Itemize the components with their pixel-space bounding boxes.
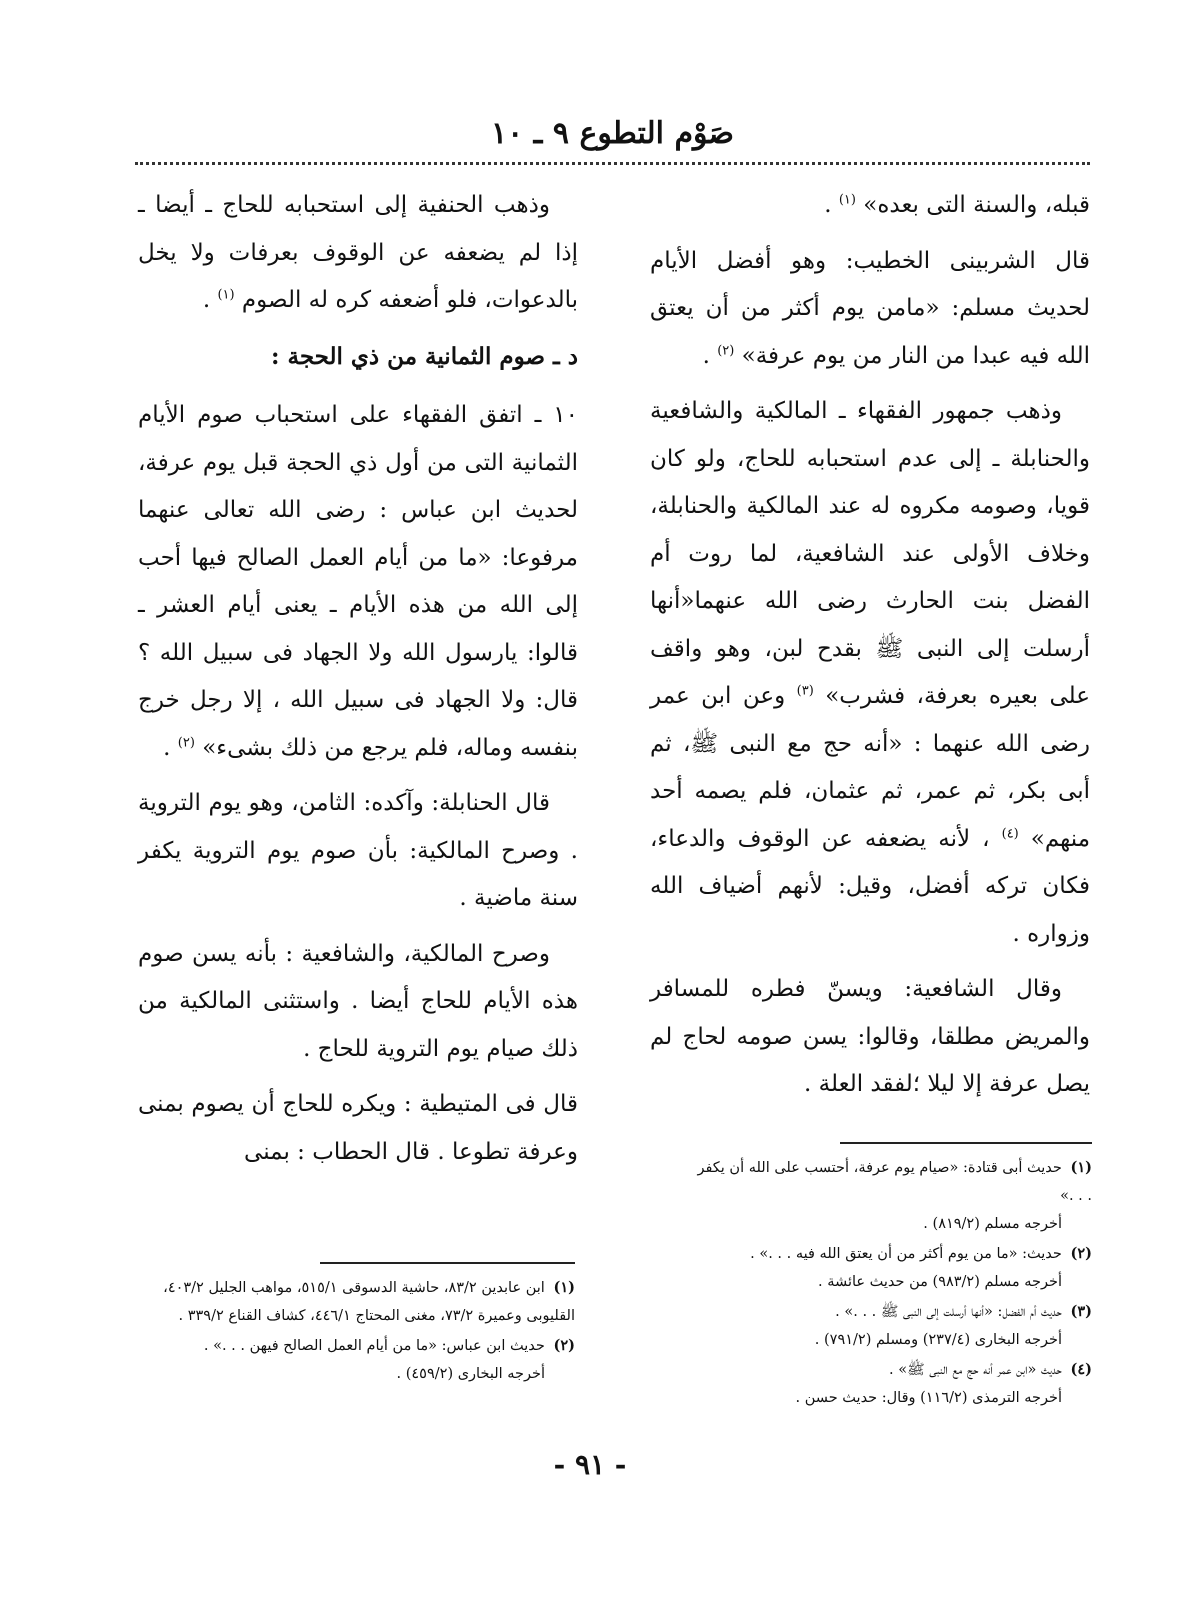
section-heading: د ـ صوم الثمانية من ذي الحجة : [271,342,578,370]
paragraph: وذهب الحنفية إلى استحبابه للحاج ـ أيضا ـ إذا لم يضعفه عن الوقوف بعرفات ولا يخل بالدعوات، فلو أضعفه كره له الصوم $^{(١)}$ . [138,192,578,313]
footnote-source: أخرجه مسلم (٨١٩/٢) . [923,1216,1062,1232]
footnote-text: ابن عابدين ٨٣/٢، حاشية الدسوقى ٥١٥/١، مواهب الجليل ٤٠٣/٢، القليوبى وعميرة ٧٣/٢، مغنى المحتاج ٤٤٦/١، كشاف القناع ٣٣٩/٢ . [163,1280,575,1324]
footnote-ref[interactable]: (٢) [177,734,195,750]
footnote-text: حديث أم الفضل: «أنها أرسلت إلى النبى ﷺ . . .» . [835,1304,1062,1320]
paragraph: ١٠ ـ اتفق الفقهاء على استحباب صوم الأيام الثمانية التى من أول ذي الحجة قبل يوم عرفة، لحديث ابن عباس : رضى الله تعالى عنهما مرفوعا: «ما من أيام العمل الصالح فيها أحب إلى الله من هذه الأيام ـ يعنى أيام العشر ـ قالوا: يارسول الله ولا الجهاد فى سبيل الله ؟ قال: ولا الجهاد فى سبيل الله ، إلا رجل خرج بنفسه وماله، فلم يرجع من ذلك بشىء» $^{(٢)}$ . [138,402,578,761]
footnote-source: أخرجه الترمذى (١١٦/٢) وقال: حديث حسن . [795,1390,1062,1406]
footnote [690,1240,1092,1296]
paragraph: قبله، والسنة التى بعده» $^{(١)}$ . [824,192,1090,218]
paragraph: وصرح المالكية، والشافعية : بأنه يسن صوم هذه الأيام للحاج أيضا . واستثنى المالكية من ذلك صيام يوم التروية للحاج . [138,940,578,1062]
footnote-number: (٢) [1070,1245,1092,1262]
footnote [138,1274,575,1330]
footnote-text: حديث: «ما من يوم أكثر من أن يعتق الله فيه . . .» . [750,1246,1062,1262]
paragraph: وذهب جمهور الفقهاء ـ المالكية والشافعية والحنابلة ـ إلى عدم استحبابه للحاج، ولو كان قويا، وصومه مكروه له عند المالكية والحنابلة، وخلاف الأولى عند الشافعية، لما روت أم الفضل بنت الحارث رضى الله عنهما«أنها أرسلت إلى النبى ﷺ بقدح لبن، وهو واقف على بعيره بعرفة، فشرب» $^{(٣)}$ وعن ابن عمر رضى الله عنهما : «أنه حج مع النبى ﷺ، ثم أبى بكر، ثم عمر، ثم عثمان، فلم يصمه أحد منهم» $^{(٤)}$ ، لأنه يضعفه عن الوقوف والدعاء، فكان تركه أفضل، وقيل: لأنهم أضياف الله وزواره . [650,398,1091,947]
footnote [690,1356,1092,1412]
footnote-source: أخرجه مسلم (٩٨٣/٢) من حديث عائشة . [818,1274,1062,1290]
footnote-divider [320,1262,575,1264]
footnote-number: (٤) [1070,1361,1092,1378]
paragraph: وقال الشافعية: ويسنّ فطره للمسافر والمريض مطلقا، وقالوا: يسن صومه لحاج لم يصل عرفة إلا ليلا ؛لفقد العلة . [650,976,1090,1097]
paragraph: قال الحنابلة: وآكده: الثامن، وهو يوم التروية . وصرح المالكية: بأن صوم يوم التروية يكفر سنة ماضية . [138,790,578,911]
footnote-text: حديث «ابن عمر أنه حج مع النبى ﷺ» . [889,1362,1062,1378]
footnote-number: (٣) [1070,1303,1092,1320]
footnotes-left [138,1274,575,1390]
footnote-number: (١) [553,1279,575,1296]
footnote [690,1154,1092,1238]
footnote [138,1332,575,1388]
footnote-text: حديث ابن عباس: «ما من أيام العمل الصالح فيهن . . .» . [203,1338,545,1354]
page-title: صَوْم التطوع ٩ ـ ١٠ [490,116,735,151]
footnote-divider [840,1142,1092,1144]
footnotes-right [690,1154,1092,1414]
footnote-ref[interactable]: (٢) [717,342,735,358]
footnote-source: أخرجه البخارى (٤٥٩/٢) . [396,1366,545,1382]
footnote-ref[interactable]: (١) [838,192,856,208]
footnote-number: (٢) [553,1337,575,1354]
page-number: - ٩١ - [553,1448,627,1481]
footnote-number: (١) [1070,1159,1092,1176]
right-column [650,182,1090,1117]
footnote-ref[interactable]: (٣) [796,683,814,699]
paragraph: قال الشربينى الخطيب: وهو أفضل الأيام لحديث مسلم: «مامن يوم أكثر من أن يعتق الله فيه عبدا من النار من يوم عرفة» $^{(٢)}$ . [650,247,1090,369]
header-divider [135,162,1090,165]
footnote-ref[interactable]: (١) [217,287,235,303]
footnote [690,1298,1092,1354]
footnote-source: أخرجه البخارى (٢٣٧/٤) ومسلم (٧٩١/٢) . [814,1332,1062,1348]
paragraph: قال فى المتيطية : ويكره للحاج أن يصوم بمنى وعرفة تطوعا . قال الحطاب : بمنى [138,1091,578,1165]
left-column [138,182,578,1184]
footnote-text: حديث أبى قتادة: «صيام يوم عرفة، أحتسب على الله أن يكفر . . .» [697,1160,1092,1204]
footnote-ref[interactable]: (٤) [1001,825,1019,841]
